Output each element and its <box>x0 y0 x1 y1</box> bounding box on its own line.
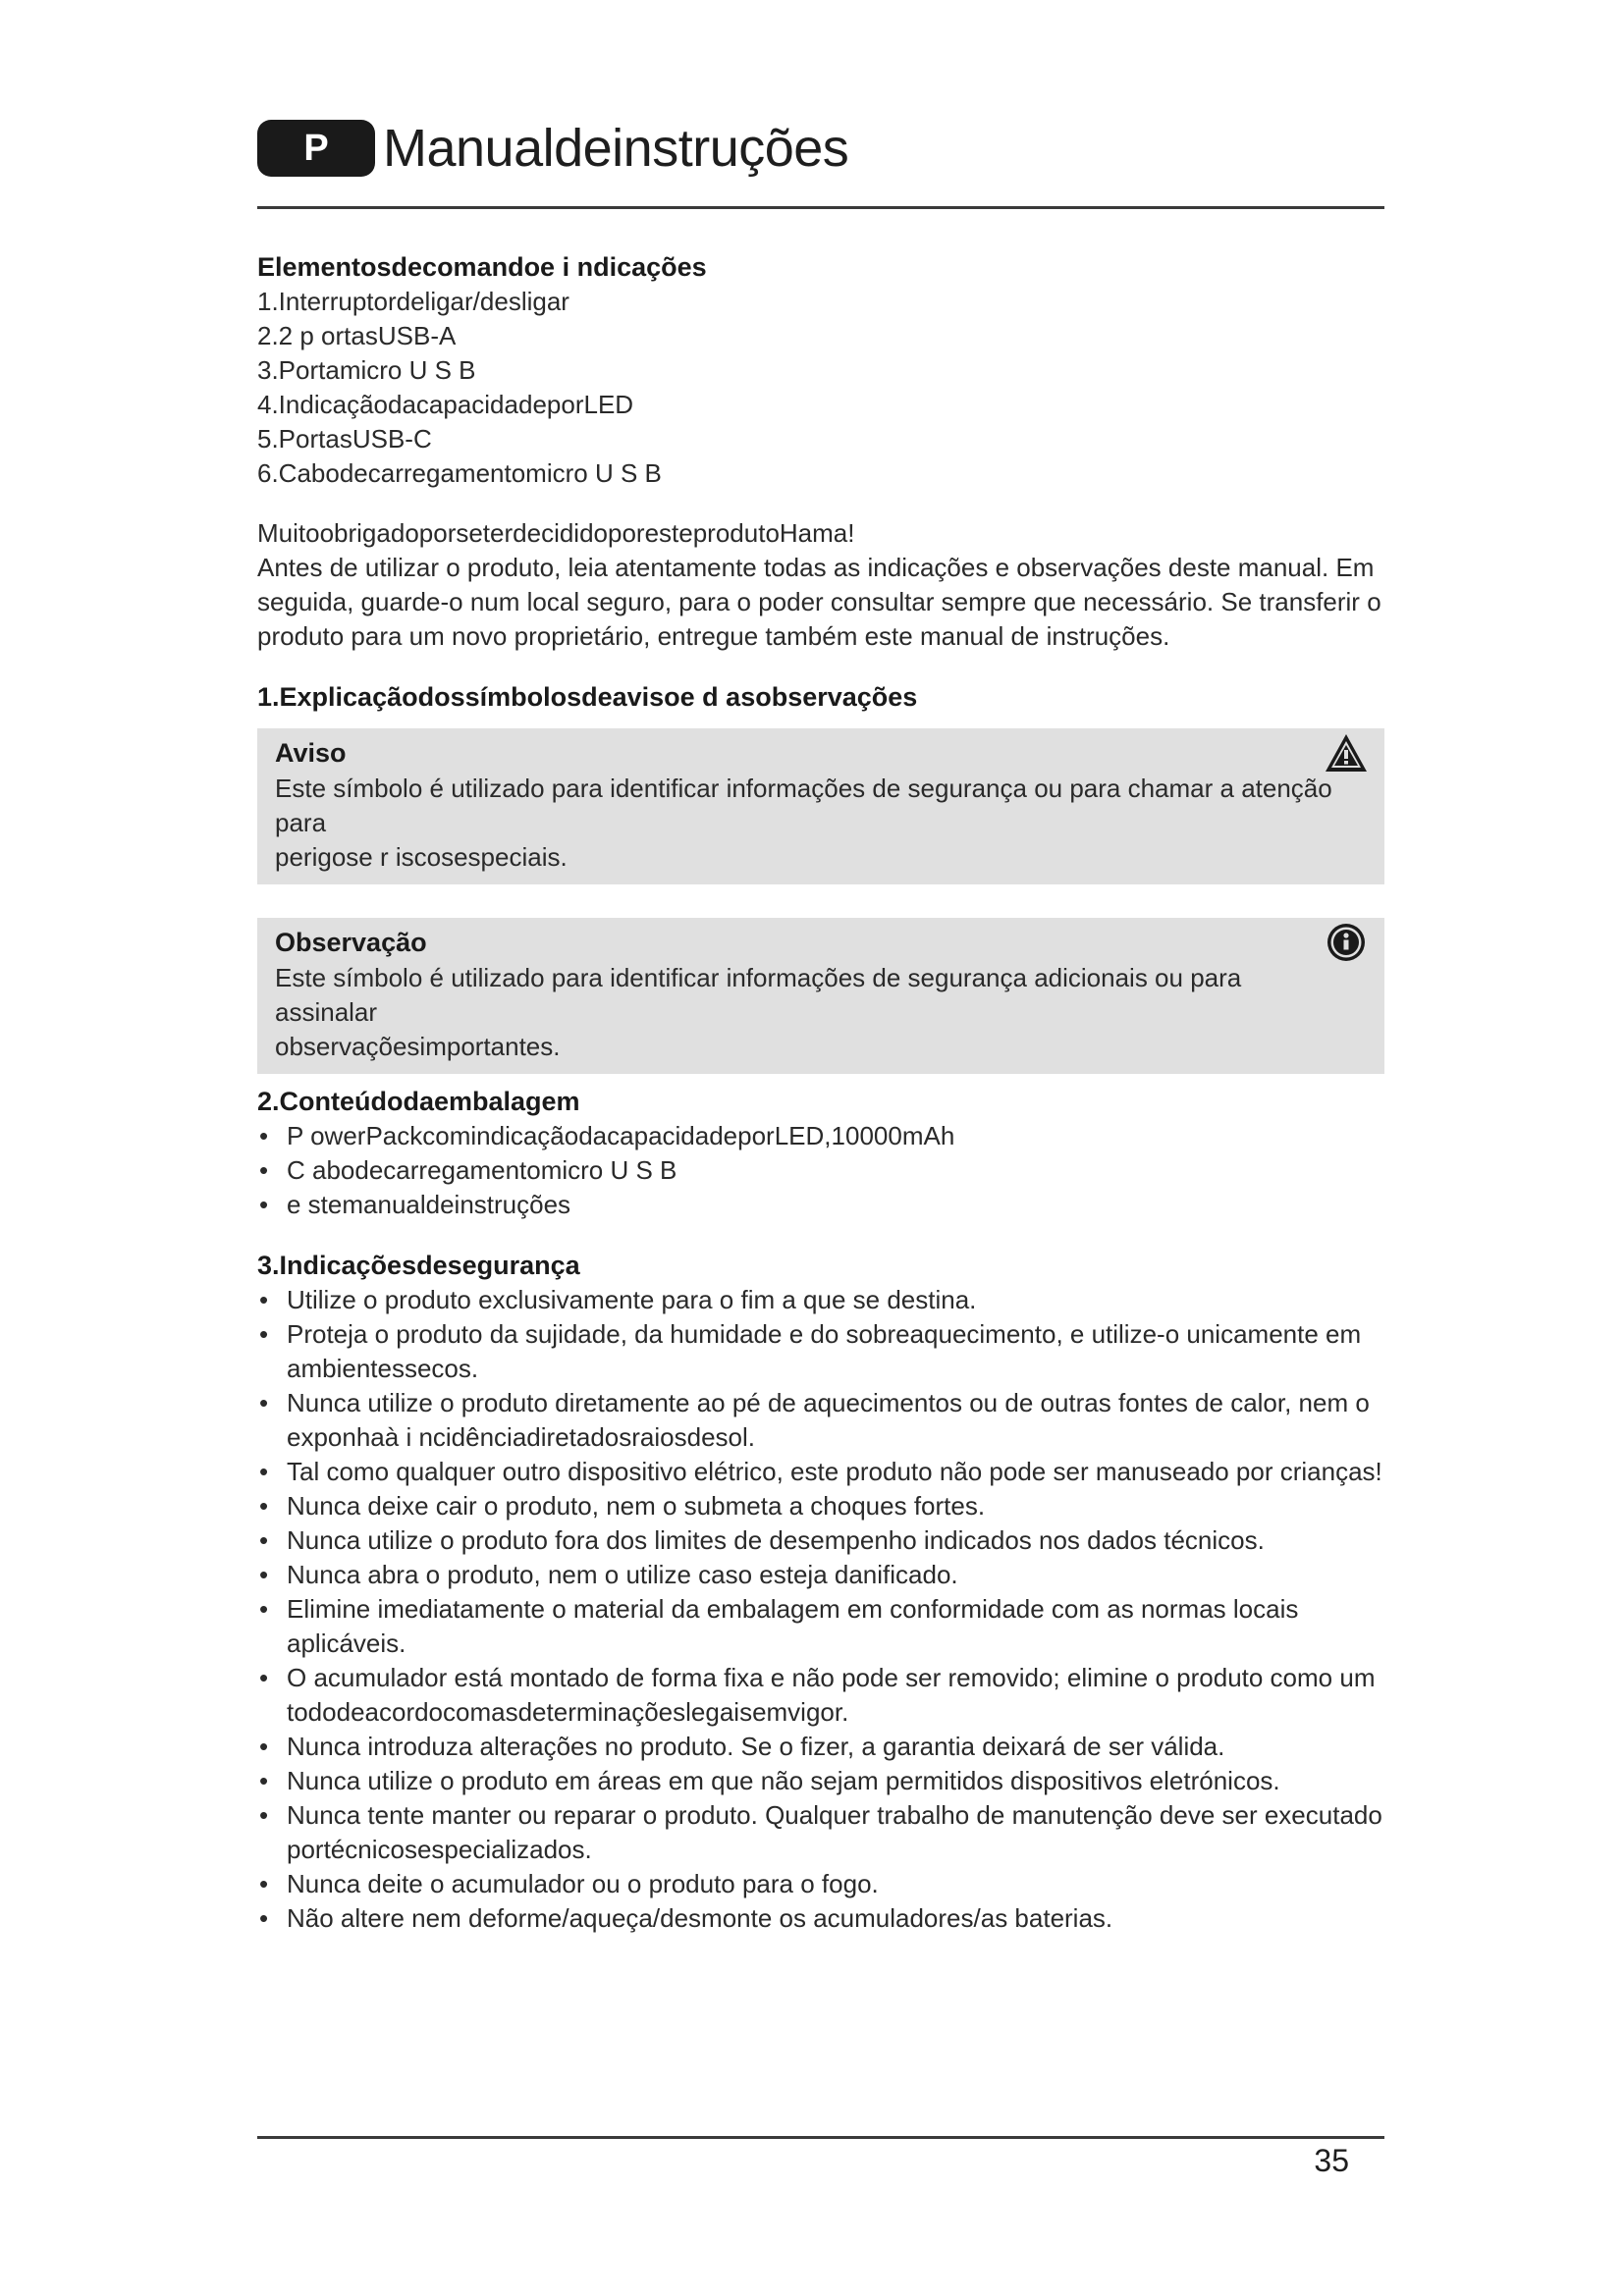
list-item <box>257 1798 1386 1867</box>
list-item <box>257 1386 1386 1455</box>
warning-triangle-icon <box>1324 732 1369 774</box>
list-item-line: Nunca deixe cair o produto, nem o submeta a choques fortes. <box>287 1491 986 1521</box>
symbols-heading: 1.Explicaçãodossímbolosdeavisoe d asobservações <box>257 682 918 712</box>
controls-item: 2.2 p ortasUSB-A <box>257 321 457 350</box>
intro-section <box>257 516 1386 654</box>
header-rule <box>257 206 1384 209</box>
language-badge: P <box>257 120 375 177</box>
controls-section <box>257 249 1386 491</box>
list-item-line: portécnicosespecializados. <box>287 1835 592 1864</box>
controls-heading: Elementosdecomandoe i ndicações <box>257 252 707 282</box>
list-item-line: ambientessecos. <box>287 1354 479 1383</box>
list-item-line: Utilize o produto exclusivamente para o fim a que se destina. <box>287 1285 977 1314</box>
warning-box <box>257 728 1384 884</box>
safety-heading: 3.Indicaçõesdesegurança <box>257 1251 580 1280</box>
list-item-line: Proteja o produto da sujidade, da humidade e do sobreaquecimento, e utilize-o unicamente em <box>287 1319 1362 1349</box>
intro-line: seguida, guarde-o num local seguro, para o poder consultar sempre que necessário. Se transferir o <box>257 587 1381 616</box>
list-item <box>257 1730 1386 1764</box>
intro-line: Antes de utilizar o produto, leia atentamente todas as indicações e observações deste manual. Em <box>257 553 1375 582</box>
intro-line: produto para um novo proprietário, entregue também este manual de instruções. <box>257 621 1170 651</box>
list-item <box>257 1764 1386 1798</box>
list-item <box>257 1455 1386 1489</box>
list-item-line: Nunca abra o produto, nem o utilize caso esteja danificado. <box>287 1560 958 1589</box>
note-text: Este símbolo é utilizado para identificar informações de segurança adicionais ou para assinalar <box>275 963 1242 1027</box>
controls-item: 6.Cabodecarregamentomicro U S B <box>257 458 662 488</box>
package-contents-section <box>257 1084 1386 1222</box>
list-item-line: Nunca introduza alterações no produto. Se o fizer, a garantia deixará de ser válida. <box>287 1732 1225 1761</box>
controls-item: 4.IndicaçãodacapacidadeporLED <box>257 390 634 419</box>
note-title: Observação <box>275 928 427 957</box>
list-item <box>257 1901 1386 1936</box>
package-contents-list <box>257 1119 1386 1222</box>
list-item <box>257 1283 1386 1317</box>
warning-text: Este símbolo é utilizado para identificar informações de segurança ou para chamar a atenção para <box>275 774 1332 837</box>
controls-item: 5.PortasUSB-C <box>257 424 432 454</box>
list-item-line: Nunca utilize o produto em áreas em que não sejam permitidos dispositivos eletrónicos. <box>287 1766 1280 1795</box>
list-item: • C abodecarregamentomicro U S B <box>257 1153 1386 1188</box>
list-item <box>257 1661 1386 1730</box>
list-item-line: O acumulador está montado de forma fixa e não pode ser removido; elimine o produto como um <box>287 1663 1376 1692</box>
controls-item: 3.Portamicro U S B <box>257 355 476 385</box>
page-header <box>257 118 848 179</box>
warning-text: perigose r iscosespeciais. <box>275 842 568 872</box>
list-item <box>257 1317 1386 1386</box>
list-item <box>257 1867 1386 1901</box>
intro-line: MuitoobrigadoporseterdecididoporesteprodutoHama! <box>257 518 855 548</box>
note-box <box>257 918 1384 1074</box>
list-item: • P owerPackcomindicaçãodacapacidadeporLED,10000mAh <box>257 1119 1386 1153</box>
list-item-line: Elimine imediatamente o material da embalagem em conformidade com as normas locais <box>287 1594 1299 1624</box>
list-item-line: Nunca tente manter ou reparar o produto. Qualquer trabalho de manutenção deve ser executado <box>287 1800 1382 1830</box>
list-item-line: tododeacordocomasdeterminaçõeslegaisemvigor. <box>287 1697 849 1727</box>
safety-list <box>257 1283 1386 1936</box>
info-icon <box>1324 922 1369 963</box>
safety-section <box>257 1248 1386 1936</box>
list-item-line: Não altere nem deforme/aqueça/desmonte os acumuladores/as baterias. <box>287 1903 1113 1933</box>
list-item <box>257 1523 1386 1558</box>
list-item-line: Nunca deite o acumulador ou o produto para o fogo. <box>287 1869 879 1898</box>
warning-title: Aviso <box>275 738 347 768</box>
symbols-section <box>257 679 1386 1074</box>
list-item-line: Tal como qualquer outro dispositivo elétrico, este produto não pode ser manuseado por crianças! <box>287 1457 1382 1486</box>
list-item: • e stemanualdeinstruções <box>257 1188 1386 1222</box>
list-item-line: aplicáveis. <box>287 1629 406 1658</box>
list-item <box>257 1592 1386 1661</box>
list-item-line: Nunca utilize o produto diretamente ao pé de aquecimentos ou de outras fontes de calor, nem o <box>287 1388 1370 1417</box>
document-title: Manualdeinstruções <box>383 119 849 178</box>
package-contents-heading: 2.Conteúdodaembalagem <box>257 1087 580 1116</box>
page-number: 35 <box>1314 2143 1349 2178</box>
list-item <box>257 1558 1386 1592</box>
list-item-line: exponhaà i ncidênciadiretadosraiosdesol. <box>287 1422 755 1452</box>
page-content <box>257 249 1386 1936</box>
note-text: observaçõesimportantes. <box>275 1032 561 1061</box>
footer-rule <box>257 2136 1384 2139</box>
list-item-line: Nunca utilize o produto fora dos limites de desempenho indicados nos dados técnicos. <box>287 1525 1265 1555</box>
controls-item: 1.Interruptordeligar/desligar <box>257 287 569 316</box>
list-item <box>257 1489 1386 1523</box>
